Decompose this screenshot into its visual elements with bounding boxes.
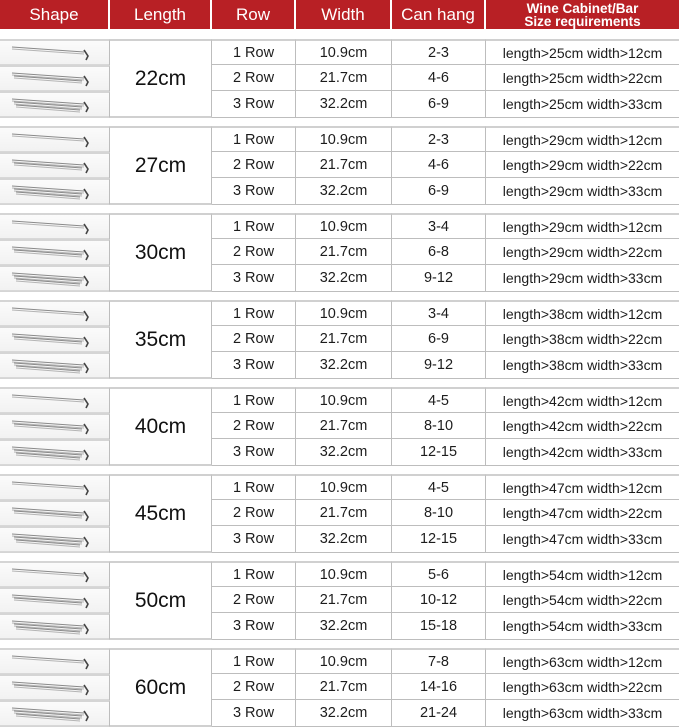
row-count: 1 Row (212, 561, 296, 587)
rack-shape-cell (0, 674, 110, 700)
wine-rack-icon (0, 702, 109, 725)
size-requirement: length>25cm width>12cm (486, 39, 679, 65)
width-value: 10.9cm (296, 474, 392, 500)
wine-rack-icon (0, 93, 109, 116)
table-row (0, 561, 679, 587)
can-hang-value: 6-8 (392, 239, 486, 265)
table-row (0, 413, 679, 439)
table-row (0, 65, 679, 91)
row-count: 2 Row (212, 413, 296, 439)
length-value: 27cm (110, 126, 212, 205)
width-value: 10.9cm (296, 387, 392, 413)
width-value: 21.7cm (296, 413, 392, 439)
rack-image (0, 215, 109, 239)
table-row (0, 326, 679, 352)
width-value: 21.7cm (296, 239, 392, 265)
table-body (0, 31, 679, 727)
size-requirement: length>63cm width>12cm (486, 648, 679, 674)
row-count: 1 Row (212, 126, 296, 152)
row-count: 3 Row (212, 526, 296, 553)
row-count: 1 Row (212, 39, 296, 65)
width-value: 21.7cm (296, 152, 392, 178)
row-count: 3 Row (212, 439, 296, 466)
can-hang-value: 9-12 (392, 265, 486, 292)
size-requirement: length>29cm width>22cm (486, 239, 679, 265)
length-value: 45cm (110, 474, 212, 553)
size-requirement: length>38cm width>33cm (486, 352, 679, 379)
rack-image (0, 615, 109, 639)
width-value: 32.2cm (296, 178, 392, 205)
group-spacer (0, 118, 679, 126)
width-value: 10.9cm (296, 126, 392, 152)
rack-image (0, 128, 109, 152)
wine-rack-icon (0, 328, 109, 351)
can-hang-value: 10-12 (392, 587, 486, 613)
table-row (0, 91, 679, 118)
can-hang-value: 9-12 (392, 352, 486, 379)
wine-rack-icon (0, 241, 109, 264)
width-value: 10.9cm (296, 561, 392, 587)
can-hang-value: 4-6 (392, 65, 486, 91)
group-spacer-cell (0, 292, 679, 300)
can-hang-value: 2-3 (392, 39, 486, 65)
wine-rack-icon (0, 528, 109, 551)
width-value: 21.7cm (296, 587, 392, 613)
row-count: 2 Row (212, 674, 296, 700)
can-hang-value: 12-15 (392, 526, 486, 553)
group-spacer-cell (0, 466, 679, 474)
width-value: 21.7cm (296, 674, 392, 700)
row-count: 3 Row (212, 265, 296, 292)
group-spacer-cell (0, 31, 679, 39)
table-row (0, 213, 679, 239)
size-requirement: length>29cm width>33cm (486, 265, 679, 292)
table-row (0, 587, 679, 613)
table-row (0, 674, 679, 700)
rack-shape-cell (0, 39, 110, 65)
rack-image (0, 389, 109, 413)
wine-rack-icon (0, 441, 109, 464)
wine-rack-icon (0, 615, 109, 638)
rack-shape-cell (0, 239, 110, 265)
rack-shape-cell (0, 500, 110, 526)
wine-rack-icon (0, 650, 109, 673)
can-hang-value: 15-18 (392, 613, 486, 640)
rack-shape-cell (0, 352, 110, 379)
can-hang-value: 6-9 (392, 91, 486, 118)
row-count: 2 Row (212, 500, 296, 526)
rack-shape-cell (0, 65, 110, 91)
wine-rack-icon (0, 154, 109, 177)
rack-shape-cell (0, 700, 110, 727)
wine-rack-icon (0, 389, 109, 412)
width-value: 10.9cm (296, 648, 392, 674)
wine-rack-icon (0, 41, 109, 64)
group-spacer-cell (0, 640, 679, 648)
rack-shape-cell (0, 648, 110, 674)
rack-shape-cell (0, 474, 110, 500)
table-row (0, 352, 679, 379)
row-count: 3 Row (212, 178, 296, 205)
header-requirements-line2: Size requirements (524, 13, 641, 29)
row-count: 1 Row (212, 300, 296, 326)
can-hang-value: 14-16 (392, 674, 486, 700)
group-spacer-cell (0, 379, 679, 387)
size-requirement: length>54cm width>12cm (486, 561, 679, 587)
group-spacer-cell (0, 553, 679, 561)
group-spacer (0, 31, 679, 39)
row-count: 2 Row (212, 65, 296, 91)
can-hang-value: 8-10 (392, 413, 486, 439)
width-value: 32.2cm (296, 526, 392, 553)
rack-shape-cell (0, 439, 110, 466)
header-requirements (486, 0, 679, 31)
row-count: 3 Row (212, 700, 296, 727)
row-count: 3 Row (212, 613, 296, 640)
rack-image (0, 676, 109, 700)
can-hang-value: 8-10 (392, 500, 486, 526)
can-hang-value: 7-8 (392, 648, 486, 674)
size-requirement: length>25cm width>33cm (486, 91, 679, 118)
can-hang-value: 21-24 (392, 700, 486, 727)
rack-image (0, 41, 109, 65)
group-spacer (0, 205, 679, 213)
table-row (0, 648, 679, 674)
can-hang-value: 3-4 (392, 300, 486, 326)
length-value: 40cm (110, 387, 212, 466)
header-width: Width (296, 0, 392, 31)
can-hang-value: 4-6 (392, 152, 486, 178)
rack-image (0, 354, 109, 378)
length-value: 22cm (110, 39, 212, 118)
row-count: 2 Row (212, 239, 296, 265)
row-count: 3 Row (212, 352, 296, 379)
header-row (0, 0, 679, 31)
can-hang-value: 6-9 (392, 326, 486, 352)
length-value: 60cm (110, 648, 212, 727)
rack-image (0, 502, 109, 526)
width-value: 10.9cm (296, 213, 392, 239)
group-spacer (0, 553, 679, 561)
rack-image (0, 563, 109, 587)
wine-rack-icon (0, 215, 109, 238)
can-hang-value: 3-4 (392, 213, 486, 239)
wine-rack-icon (0, 676, 109, 699)
rack-image (0, 702, 109, 726)
table-row (0, 613, 679, 640)
can-hang-value: 6-9 (392, 178, 486, 205)
row-count: 1 Row (212, 474, 296, 500)
rack-shape-cell (0, 387, 110, 413)
row-count: 2 Row (212, 152, 296, 178)
size-requirement: length>38cm width>22cm (486, 326, 679, 352)
wine-rack-icon (0, 415, 109, 438)
width-value: 32.2cm (296, 439, 392, 466)
rack-shape-cell (0, 126, 110, 152)
group-spacer (0, 292, 679, 300)
size-requirement: length>54cm width>33cm (486, 613, 679, 640)
rack-image (0, 180, 109, 204)
rack-image (0, 589, 109, 613)
row-count: 3 Row (212, 91, 296, 118)
can-hang-value: 5-6 (392, 561, 486, 587)
wine-rack-icon (0, 563, 109, 586)
rack-shape-cell (0, 613, 110, 640)
width-value: 32.2cm (296, 352, 392, 379)
size-requirement: length>42cm width>12cm (486, 387, 679, 413)
size-requirement: length>29cm width>33cm (486, 178, 679, 205)
group-spacer (0, 379, 679, 387)
rack-shape-cell (0, 413, 110, 439)
table-row (0, 439, 679, 466)
width-value: 21.7cm (296, 326, 392, 352)
row-count: 2 Row (212, 326, 296, 352)
row-count: 1 Row (212, 648, 296, 674)
row-count: 2 Row (212, 587, 296, 613)
header-row-count: Row (212, 0, 296, 31)
size-requirement: length>42cm width>22cm (486, 413, 679, 439)
width-value: 32.2cm (296, 265, 392, 292)
rack-image (0, 67, 109, 91)
size-requirement: length>25cm width>22cm (486, 65, 679, 91)
row-count: 1 Row (212, 387, 296, 413)
can-hang-value: 4-5 (392, 474, 486, 500)
length-value: 30cm (110, 213, 212, 292)
wine-rack-icon (0, 302, 109, 325)
size-requirement: length>29cm width>12cm (486, 213, 679, 239)
rack-shape-cell (0, 265, 110, 292)
group-spacer (0, 466, 679, 474)
can-hang-value: 12-15 (392, 439, 486, 466)
size-requirement: length>47cm width>33cm (486, 526, 679, 553)
group-spacer-cell (0, 205, 679, 213)
table-row (0, 126, 679, 152)
rack-image (0, 267, 109, 291)
row-count: 1 Row (212, 213, 296, 239)
rack-image (0, 302, 109, 326)
table-row (0, 526, 679, 553)
header-can-hang: Can hang (392, 0, 486, 31)
rack-shape-cell (0, 587, 110, 613)
size-requirement: length>29cm width>12cm (486, 126, 679, 152)
width-value: 10.9cm (296, 39, 392, 65)
size-requirement: length>47cm width>12cm (486, 474, 679, 500)
table-row (0, 39, 679, 65)
table-row (0, 239, 679, 265)
rack-shape-cell (0, 561, 110, 587)
group-spacer (0, 640, 679, 648)
wine-rack-icon (0, 267, 109, 290)
rack-shape-cell (0, 91, 110, 118)
rack-shape-cell (0, 213, 110, 239)
wine-rack-icon (0, 67, 109, 90)
rack-shape-cell (0, 178, 110, 205)
length-value: 50cm (110, 561, 212, 640)
header-length: Length (110, 0, 212, 31)
can-hang-value: 4-5 (392, 387, 486, 413)
size-requirement: length>54cm width>22cm (486, 587, 679, 613)
size-requirement: length>29cm width>22cm (486, 152, 679, 178)
size-requirement: length>63cm width>22cm (486, 674, 679, 700)
wine-rack-icon (0, 589, 109, 612)
wine-rack-icon (0, 502, 109, 525)
table-row (0, 387, 679, 413)
table-row (0, 700, 679, 727)
length-value: 35cm (110, 300, 212, 379)
rack-image (0, 441, 109, 465)
wine-rack-icon (0, 180, 109, 203)
rack-shape-cell (0, 300, 110, 326)
rack-image (0, 415, 109, 439)
header-shape: Shape (0, 0, 110, 31)
rack-image (0, 476, 109, 500)
table-row (0, 474, 679, 500)
size-requirement: length>38cm width>12cm (486, 300, 679, 326)
rack-shape-cell (0, 526, 110, 553)
rack-image (0, 154, 109, 178)
rack-shape-cell (0, 326, 110, 352)
table-row (0, 152, 679, 178)
header-requirements-line1: Wine Cabinet/Bar (526, 0, 639, 16)
wine-rack-icon (0, 128, 109, 151)
width-value: 32.2cm (296, 613, 392, 640)
width-value: 21.7cm (296, 65, 392, 91)
rack-image (0, 528, 109, 552)
wine-rack-icon (0, 476, 109, 499)
rack-image (0, 241, 109, 265)
width-value: 32.2cm (296, 700, 392, 727)
rack-image (0, 328, 109, 352)
rack-image (0, 93, 109, 117)
table-row (0, 300, 679, 326)
table-row (0, 500, 679, 526)
width-value: 32.2cm (296, 91, 392, 118)
can-hang-value: 2-3 (392, 126, 486, 152)
table-row (0, 265, 679, 292)
size-requirement: length>63cm width>33cm (486, 700, 679, 727)
table-row (0, 178, 679, 205)
rack-image (0, 650, 109, 674)
group-spacer-cell (0, 118, 679, 126)
size-requirement: length>47cm width>22cm (486, 500, 679, 526)
width-value: 10.9cm (296, 300, 392, 326)
rack-shape-cell (0, 152, 110, 178)
wine-rack-icon (0, 354, 109, 377)
size-requirement: length>42cm width>33cm (486, 439, 679, 466)
width-value: 21.7cm (296, 500, 392, 526)
